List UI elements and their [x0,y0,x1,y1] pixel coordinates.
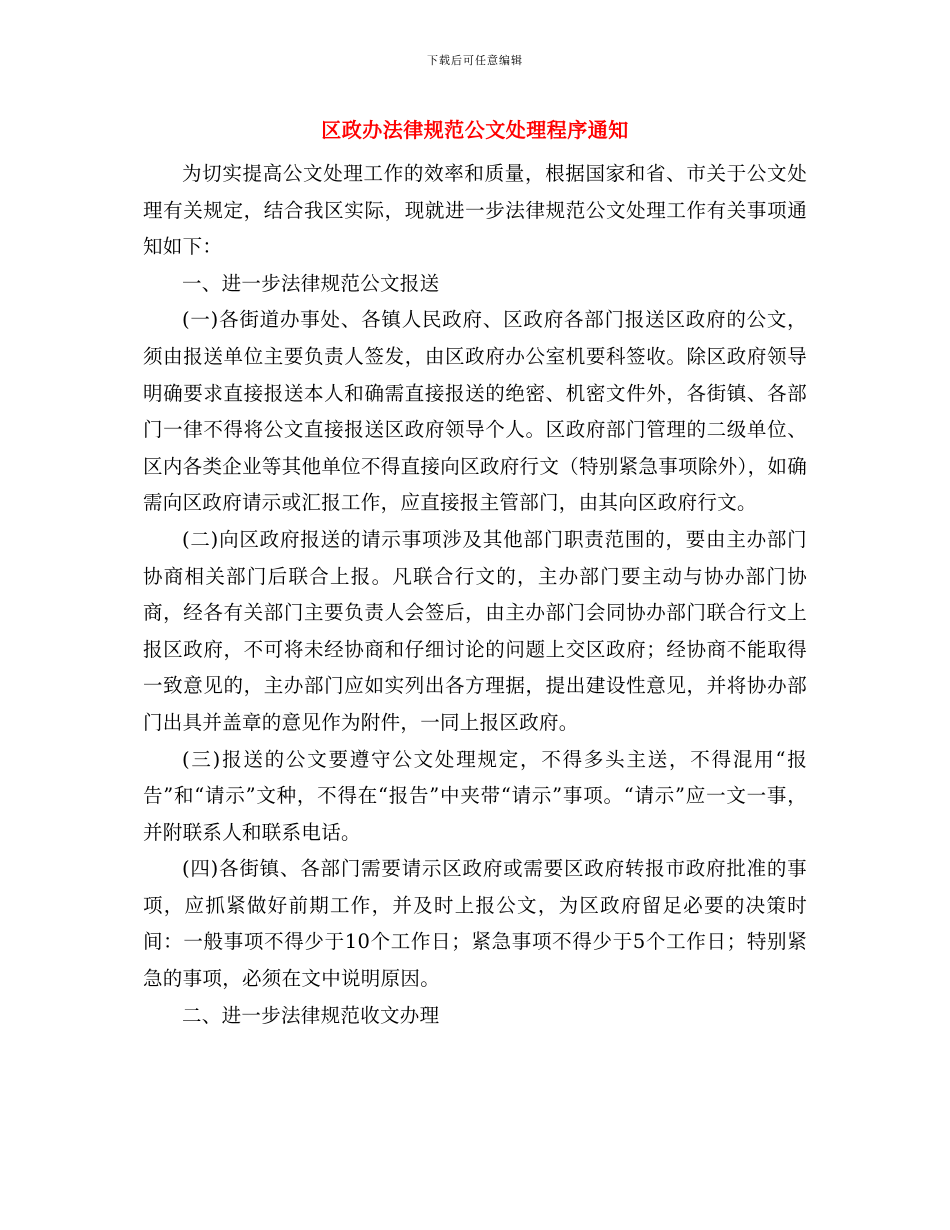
document-title: 区政办法律规范公文处理程序通知 [321,118,629,142]
paragraph-item-3: (三)报送的公文要遵守公文处理规定，不得多头主送，不得混用“报告”和“请示”文种，不得在“报告”中夹带“请示”事项。“请示”应一文一事，并附联系人和联系电话。 [143,747,807,844]
section-heading-2: 二、进一步法律规范收文办理 [182,1003,440,1027]
intro-paragraph: 为切实提高公文处理工作的效率和质量，根据国家和省、市关于公文处理有关规定，结合我区实际，现就进一步法律规范公文处理工作有关事项通知如下： [143,162,807,259]
paragraph-item-4: (四)各街镇、各部门需要请示区政府或需要区政府转报市政府批准的事项，应抓紧做好前期工作，并及时上报公文，为区政府留足必要的决策时间：一般事项不得少于10个工作日；紧急事项不得少于5个工作日；特别紧急的事项，必须在文中说明原因。 [143,857,807,991]
page-header: 下载后可任意编辑 [427,54,523,67]
section-heading-1: 一、进一步法律规范公文报送 [182,271,440,295]
document-body [143,156,807,1034]
paragraph-item-1: (一)各街道办事处、各镇人民政府、区政府各部门报送区政府的公文，须由报送单位主要负责人签发，由区政府办公室机要科签收。除区政府领导明确要求直接报送本人和确需直接报送的绝密、机密文件外，各街镇、各部门一律不得将公文直接报送区政府领导个人。区政府部门管理的二级单位、区内各类企业等其他单位不得直接向区政府行文（特别紧急事项除外），如确需向区政府请示或汇报工作，应直接报主管部门，由其向区政府行文。 [143,308,807,515]
paragraph-item-2: (二)向区政府报送的请示事项涉及其他部门职责范围的，要由主办部门协商相关部门后联合上报。凡联合行文的，主办部门要主动与协办部门协商，经各有关部门主要负责人会签后，由主办部门会同协办部门联合行文上报区政府，不可将未经协商和仔细讨论的问题上交区政府；经协商不能取得一致意见的，主办部门应如实列出各方理据，提出建设性意见，并将协办部门出具并盖章的意见作为附件，一同上报区政府。 [143,527,807,734]
